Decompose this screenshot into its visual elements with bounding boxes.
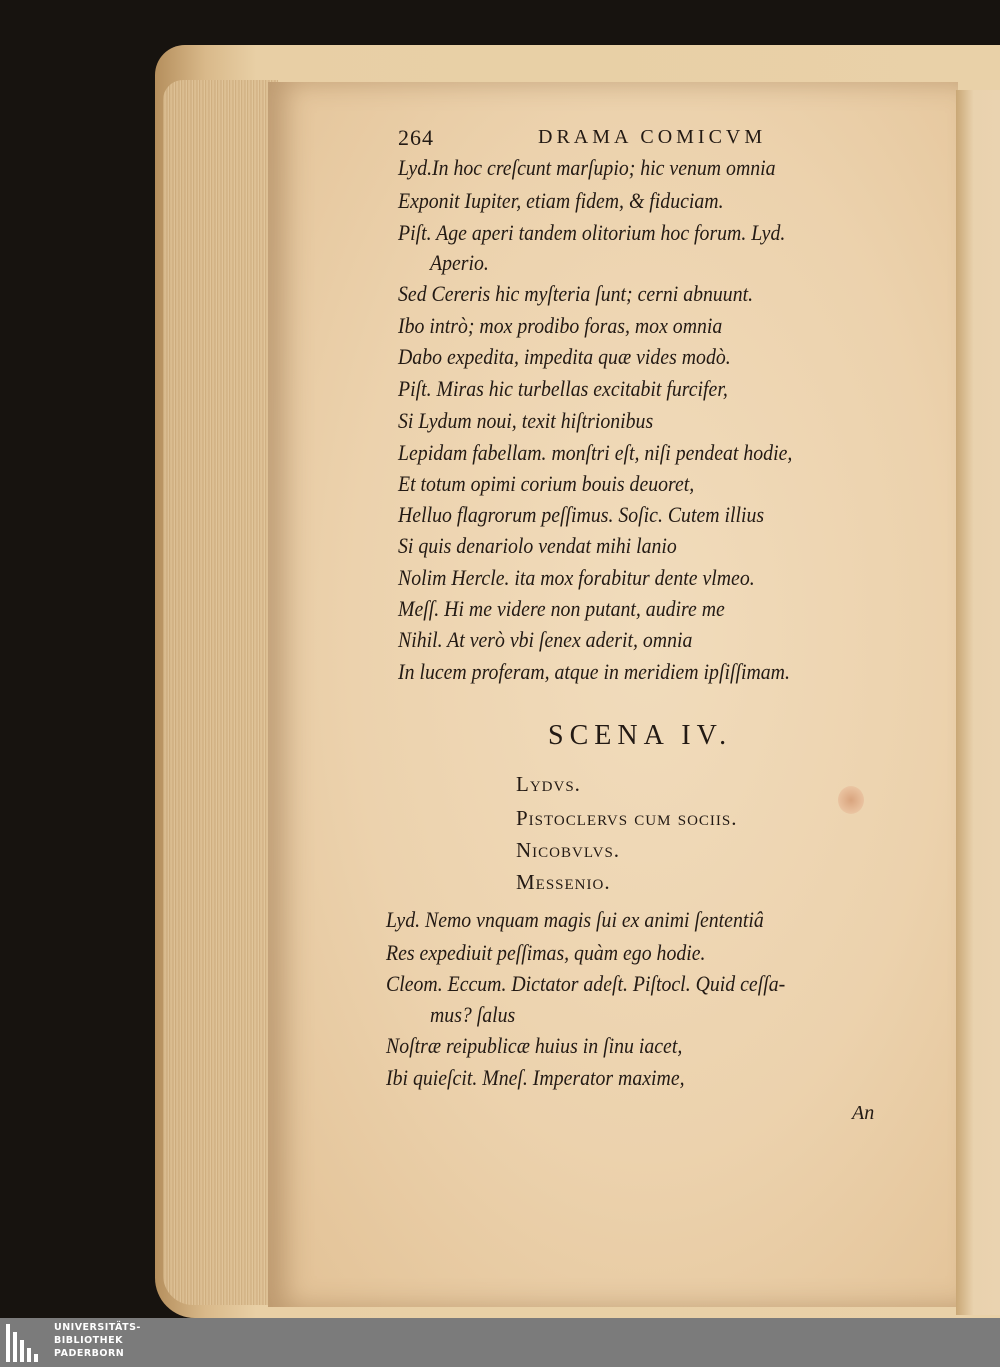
text-line: Noſtræ reipublicæ huius in ſinu iacet, <box>386 1033 683 1058</box>
library-footer <box>0 1318 1000 1367</box>
facing-page-edge <box>956 90 1000 1315</box>
running-head-title: DRAMA COMICVM <box>538 126 767 148</box>
text-line: Lepidam fabellam. monſtri eſt, niſi pendeat hodie, <box>398 440 793 465</box>
catchword: An <box>852 1102 875 1124</box>
footer-line-city: PADERBORN <box>54 1348 125 1359</box>
persona: Nicobvlvs. <box>516 838 621 862</box>
footer-line-library: BIBLIOTHEK <box>54 1335 123 1346</box>
text-line: mus? ſalus <box>430 1002 516 1027</box>
text-line: Aperio. <box>430 250 489 275</box>
text-line: Et totum opimi corium bouis deuoret, <box>398 471 695 496</box>
text-line: Nolim Hercle. ita mox forabitur dente vlmeo. <box>398 565 755 590</box>
scene-title: SCENA IV. <box>548 720 733 751</box>
footer-line-university: UNIVERSITÄTS- <box>54 1322 141 1333</box>
text-line: Ibi quieſcit. Mneſ. Imperator maxime, <box>386 1065 685 1090</box>
text-line: Meſſ. Hi me videre non putant, audire me <box>398 596 725 621</box>
text-line: Piſt. Miras hic turbellas excitabit furcifer, <box>398 376 728 401</box>
text-line: Helluo flagrorum peſſimus. Soſic. Cutem illius <box>398 502 765 527</box>
page-edges <box>163 80 278 1305</box>
text-line: Res expediuit peſſimas, quàm ego hodie. <box>386 940 706 965</box>
text-line: Cleom. Eccum. Dictator adeſt. Piſtocl. Quid ceſſa- <box>386 971 786 996</box>
text-line: Piſt. Age aperi tandem olitorium hoc forum. Lyd. <box>398 220 786 245</box>
text-line: Sed Cereris hic myſteria ſunt; cerni abnuunt. <box>398 281 754 306</box>
text-line: Lyd.In hoc creſcunt marſupio; hic venum omnia <box>398 155 776 180</box>
persona: Pistoclervs cum ſociis. <box>516 806 738 830</box>
text-line: In lucem proferam, atque in meridiem ipſiſſimam. <box>398 659 790 684</box>
page-stain <box>838 786 864 814</box>
text-line: Ibo intrò; mox prodibo foras, mox omnia <box>398 313 723 338</box>
library-logo-icon <box>6 1324 46 1362</box>
persona: Messenio. <box>516 870 611 894</box>
text-line: Exponit Iupiter, etiam fidem, & fiduciam. <box>398 188 724 213</box>
text-line: Lyd. Nemo vnquam magis ſui ex animi ſententiâ <box>386 907 764 932</box>
page-number: 264 <box>398 125 434 150</box>
persona: Lydvs. <box>516 772 581 796</box>
text-line: Si quis denariolo vendat mihi lanio <box>398 533 677 558</box>
text-line: Dabo expedita, impedita quæ vides modò. <box>398 344 731 369</box>
text-line: Si Lydum noui, texit hiſtrionibus <box>398 408 654 433</box>
text-line: Nihil. At verò vbi ſenex aderit, omnia <box>398 627 693 652</box>
